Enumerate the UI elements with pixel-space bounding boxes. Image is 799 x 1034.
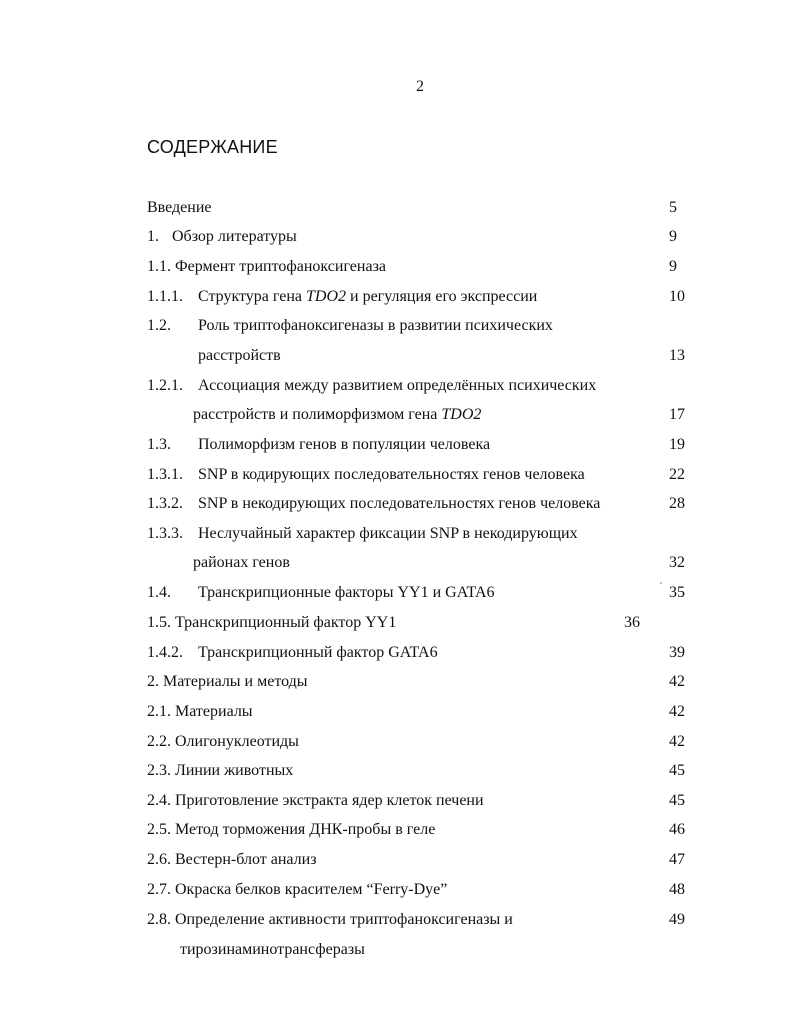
toc-entry-2-8 bbox=[0, 910, 799, 930]
toc-title: 2.8. Определение активности триптофаноксигеназы и bbox=[147, 911, 513, 928]
toc-page: 45 bbox=[669, 792, 685, 809]
toc-page: 32 bbox=[669, 554, 685, 571]
toc-entry-1-4 bbox=[0, 583, 799, 603]
toc-title: 2.7. Окраска белков красителем “Ferry-Dye” bbox=[147, 881, 448, 898]
toc-page: 46 bbox=[669, 821, 685, 838]
toc-title: Роль триптофаноксигеназы в развитии психических bbox=[198, 317, 553, 334]
scan-speck bbox=[660, 582, 662, 584]
toc-page: 49 bbox=[669, 911, 685, 928]
toc-page: 28 bbox=[669, 495, 685, 512]
toc-number: 1.3.3. bbox=[147, 525, 183, 542]
toc-title: Транскрипционные факторы YY1 и GATA6 bbox=[198, 584, 495, 601]
toc-title: Ассоциация между развитием определённых психических bbox=[198, 377, 597, 394]
toc-title: Неслучайный характер фиксации SNP в некодирующих bbox=[198, 525, 578, 542]
toc-page: 45 bbox=[669, 762, 685, 779]
toc-entry-1-1 bbox=[0, 257, 799, 277]
toc-title-continuation: расстройств bbox=[198, 347, 281, 364]
toc-entry-1-2-cont bbox=[0, 346, 799, 366]
toc-page: 47 bbox=[669, 851, 685, 868]
toc-entry-2-2 bbox=[0, 732, 799, 752]
toc-entry-2-1 bbox=[0, 702, 799, 722]
toc-page: 39 bbox=[669, 644, 685, 661]
toc-page: 9 bbox=[669, 258, 677, 275]
toc-page: 48 bbox=[669, 881, 685, 898]
toc-title: Транскрипционный фактор GATA6 bbox=[198, 644, 438, 661]
toc-page: 42 bbox=[669, 733, 685, 750]
toc-heading: СОДЕРЖАНИЕ bbox=[147, 137, 278, 157]
toc-entry-1-1-1 bbox=[0, 287, 799, 307]
toc-entry-2-7 bbox=[0, 880, 799, 900]
toc-title: Обзор литературы bbox=[172, 228, 297, 245]
toc-title: 2.4. Приготовление экстракта ядер клеток печени bbox=[147, 792, 484, 809]
toc-title: 2.1. Материалы bbox=[147, 703, 253, 720]
toc-page: 13 bbox=[669, 347, 685, 364]
toc-page: 35 bbox=[669, 584, 685, 601]
toc-number: 1.4. bbox=[147, 584, 171, 601]
toc-entry-intro bbox=[0, 198, 799, 218]
toc-title: 2.2. Олигонуклеотиды bbox=[147, 733, 299, 750]
toc-number: 1.3. bbox=[147, 436, 171, 453]
toc-title: 2.5. Метод торможения ДНК-пробы в геле bbox=[147, 821, 436, 838]
toc-entry-2-8-cont bbox=[0, 940, 799, 960]
toc-entry-1-3-3-cont bbox=[0, 553, 799, 573]
toc-entry-2-5 bbox=[0, 820, 799, 840]
toc-title: 2. Материалы и методы bbox=[147, 673, 308, 690]
toc-entry-1-2-1-cont bbox=[0, 405, 799, 425]
toc-entry-1-3-1 bbox=[0, 465, 799, 485]
toc-entry-1-4-2 bbox=[0, 643, 799, 663]
toc-title-continuation: расстройств и полиморфизмом гена TDO2 bbox=[193, 406, 482, 423]
toc-page: 5 bbox=[669, 199, 677, 216]
toc-entry-2-6 bbox=[0, 850, 799, 870]
toc-title-continuation: тирозинаминотрансферазы bbox=[180, 941, 365, 958]
toc-entry-2 bbox=[0, 672, 799, 692]
toc-entry-2-3 bbox=[0, 761, 799, 781]
toc-entry-1-3 bbox=[0, 435, 799, 455]
toc-entry-1-3-3 bbox=[0, 524, 799, 544]
toc-number: 1.3.2. bbox=[147, 495, 183, 512]
toc-number: 1.2. bbox=[147, 317, 171, 334]
toc-entry-1-2-1 bbox=[0, 376, 799, 396]
toc-page: 42 bbox=[669, 703, 685, 720]
toc-title: 2.3. Линии животных bbox=[147, 762, 294, 779]
toc-title: 2.6. Вестерн-блот анализ bbox=[147, 851, 317, 868]
toc-page: 10 bbox=[669, 288, 685, 305]
toc-number: 1.3.1. bbox=[147, 466, 183, 483]
toc-entry-1-3-2 bbox=[0, 494, 799, 514]
toc-number: 1.1.1. bbox=[147, 288, 183, 305]
toc-number: 1. bbox=[147, 228, 159, 245]
toc-title: 1.5. Транскрипционный фактор YY1 bbox=[147, 614, 397, 631]
page-number: 2 bbox=[416, 78, 424, 95]
toc-page: 22 bbox=[669, 466, 685, 483]
toc-page: 17 bbox=[669, 406, 685, 423]
toc-title: 1.1. Фермент триптофаноксигеназа bbox=[147, 258, 386, 275]
toc-entry-1-5 bbox=[0, 613, 799, 633]
toc-page: 19 bbox=[669, 436, 685, 453]
toc-title: SNP в кодирующих последовательностях генов человека bbox=[198, 466, 585, 483]
toc-number: 1.2.1. bbox=[147, 377, 183, 394]
toc-page: 36 bbox=[624, 614, 640, 631]
toc-entry-1-2 bbox=[0, 316, 799, 336]
toc-page: 9 bbox=[669, 228, 677, 245]
toc-title: Введение bbox=[147, 199, 212, 216]
toc-entry-1 bbox=[0, 227, 799, 247]
toc-title: Полиморфизм генов в популяции человека bbox=[198, 436, 491, 453]
toc-entry-2-4 bbox=[0, 791, 799, 811]
toc-page: 42 bbox=[669, 673, 685, 690]
toc-title: Структура гена TDO2 и регуляция его экспрессии bbox=[198, 288, 538, 305]
toc-title-continuation: районах генов bbox=[193, 554, 290, 571]
toc-number: 1.4.2. bbox=[147, 644, 183, 661]
toc-title: SNP в некодирующих последовательностях генов человека bbox=[198, 495, 601, 512]
